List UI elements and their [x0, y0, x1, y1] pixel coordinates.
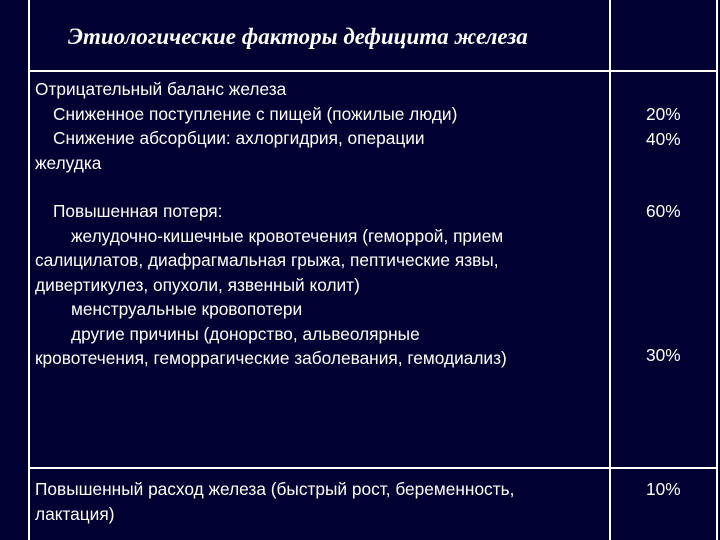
- row-heading: Отрицательный баланс железа: [35, 79, 287, 99]
- row-line: кровотечения, геморрагические заболевания, гемодиализ): [35, 348, 507, 368]
- row-line: менструальные кровопотери: [71, 299, 303, 319]
- percent-value: 10%: [646, 479, 681, 499]
- row-divider: [28, 467, 718, 469]
- percent-value: 40%: [646, 129, 681, 149]
- row-line: дивертикулез, опухоли, язвенный колит): [35, 274, 360, 295]
- row-negative-balance: [35, 77, 457, 175]
- percent-value: 30%: [646, 345, 681, 365]
- row-line: желудочно-кишечные кровотечения (геморрой, прием: [71, 225, 504, 246]
- row-line: Сниженное поступление с пищей (пожилые люди): [53, 103, 458, 124]
- table-border-left: [28, 0, 30, 540]
- row-increased-consumption: [35, 477, 514, 526]
- row-heading: Повышенная потеря:: [53, 201, 223, 221]
- row-line: другие причины (донорство, альвеолярные: [71, 323, 420, 344]
- row-increased-loss: [35, 199, 507, 371]
- percent-value: 60%: [646, 201, 681, 221]
- row-line: лактация): [35, 503, 115, 524]
- header-divider: [28, 70, 718, 72]
- table-border-right: [716, 0, 718, 540]
- row-line: салицилатов, диафрагмальная грыжа, пептические язвы,: [35, 250, 499, 270]
- slide-title: Этиологические факторы дефицита железа: [68, 24, 528, 49]
- row-line: желудка: [35, 152, 102, 173]
- percent-value: 20%: [646, 104, 681, 124]
- row-heading: Повышенный расход железа (быстрый рост, беременность,: [35, 479, 515, 499]
- row-line: Снижение абсорбции: ахлоргидрия, операции: [53, 128, 425, 148]
- column-divider: [609, 0, 611, 540]
